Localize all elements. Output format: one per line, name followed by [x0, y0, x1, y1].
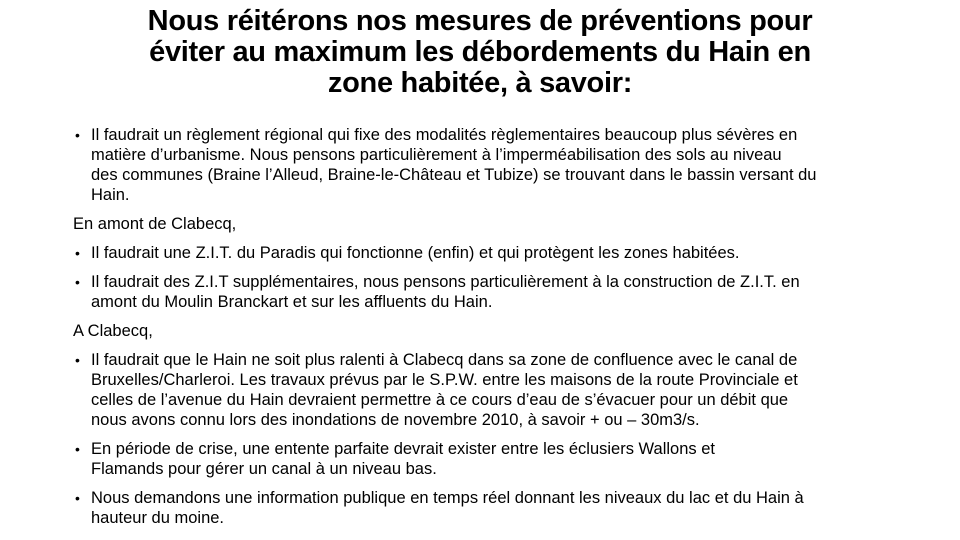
bullet-item	[73, 439, 900, 479]
slide-title	[0, 0, 960, 99]
bullet-marker: •	[75, 441, 80, 457]
body-line: A Clabecq,	[73, 322, 153, 340]
body-line: des communes (Braine l’Alleud, Braine-le-Château et Tubize) se trouvant dans le bassin versant du	[91, 166, 817, 184]
bullet-item	[73, 243, 900, 263]
paragraph	[73, 214, 900, 234]
body-line: En amont de Clabecq,	[73, 215, 237, 233]
body-line: Bruxelles/Charleroi. Les travaux prévus par le S.P.W. entre les maisons de la route Provinciale et	[91, 371, 798, 389]
title-line: zone habitée, à savoir:	[327, 67, 633, 99]
body-line: En période de crise, une entente parfaite devrait exister entre les éclusiers Wallons et	[91, 440, 715, 458]
body-line: hauteur du moine.	[91, 509, 225, 527]
body-line: Il faudrait un règlement régional qui fixe des modalités règlementaires beaucoup plus sévères en	[91, 126, 798, 144]
body-line: amont du Moulin Branckart et sur les affluents du Hain.	[91, 293, 493, 311]
bullet-item	[73, 350, 900, 430]
body-line: matière d’urbanisme. Nous pensons particulièrement à l’imperméabilisation des sols au niveau	[91, 146, 782, 164]
title-line: Nous réitérons nos mesures de préventions pour	[147, 5, 813, 37]
slide-body	[0, 125, 960, 528]
body-line: nous avons connu lors des inondations de novembre 2010, à savoir + ou – 30m3/s.	[91, 411, 700, 429]
title-line: éviter au maximum les débordements du Hain en	[149, 36, 811, 68]
body-line: Nous demandons une information publique en temps réel donnant les niveaux du lac et du Hain à	[91, 489, 804, 507]
body-line: Hain.	[91, 186, 130, 204]
body-line: Flamands pour gérer un canal à un niveau bas.	[91, 460, 437, 478]
body-line: Il faudrait une Z.I.T. du Paradis qui fonctionne (enfin) et qui protègent les zones habitées.	[91, 244, 740, 262]
bullet-marker: •	[75, 127, 80, 143]
paragraph	[73, 321, 900, 341]
body-line: Il faudrait des Z.I.T supplémentaires, nous pensons particulièrement à la construction de Z.I.T. en	[91, 273, 800, 291]
bullet-marker: •	[75, 352, 80, 368]
bullet-item	[73, 125, 900, 205]
bullet-marker: •	[75, 274, 80, 290]
bullet-item	[73, 272, 900, 312]
body-line: celles de l’avenue du Hain devraient permettre à ce cours d’eau de s’évacuer pour un débit que	[91, 391, 789, 409]
bullet-item	[73, 488, 900, 528]
body-line: Il faudrait que le Hain ne soit plus ralenti à Clabecq dans sa zone de confluence avec le canal de	[91, 351, 798, 369]
bullet-marker: •	[75, 490, 80, 506]
bullet-marker: •	[75, 245, 80, 261]
